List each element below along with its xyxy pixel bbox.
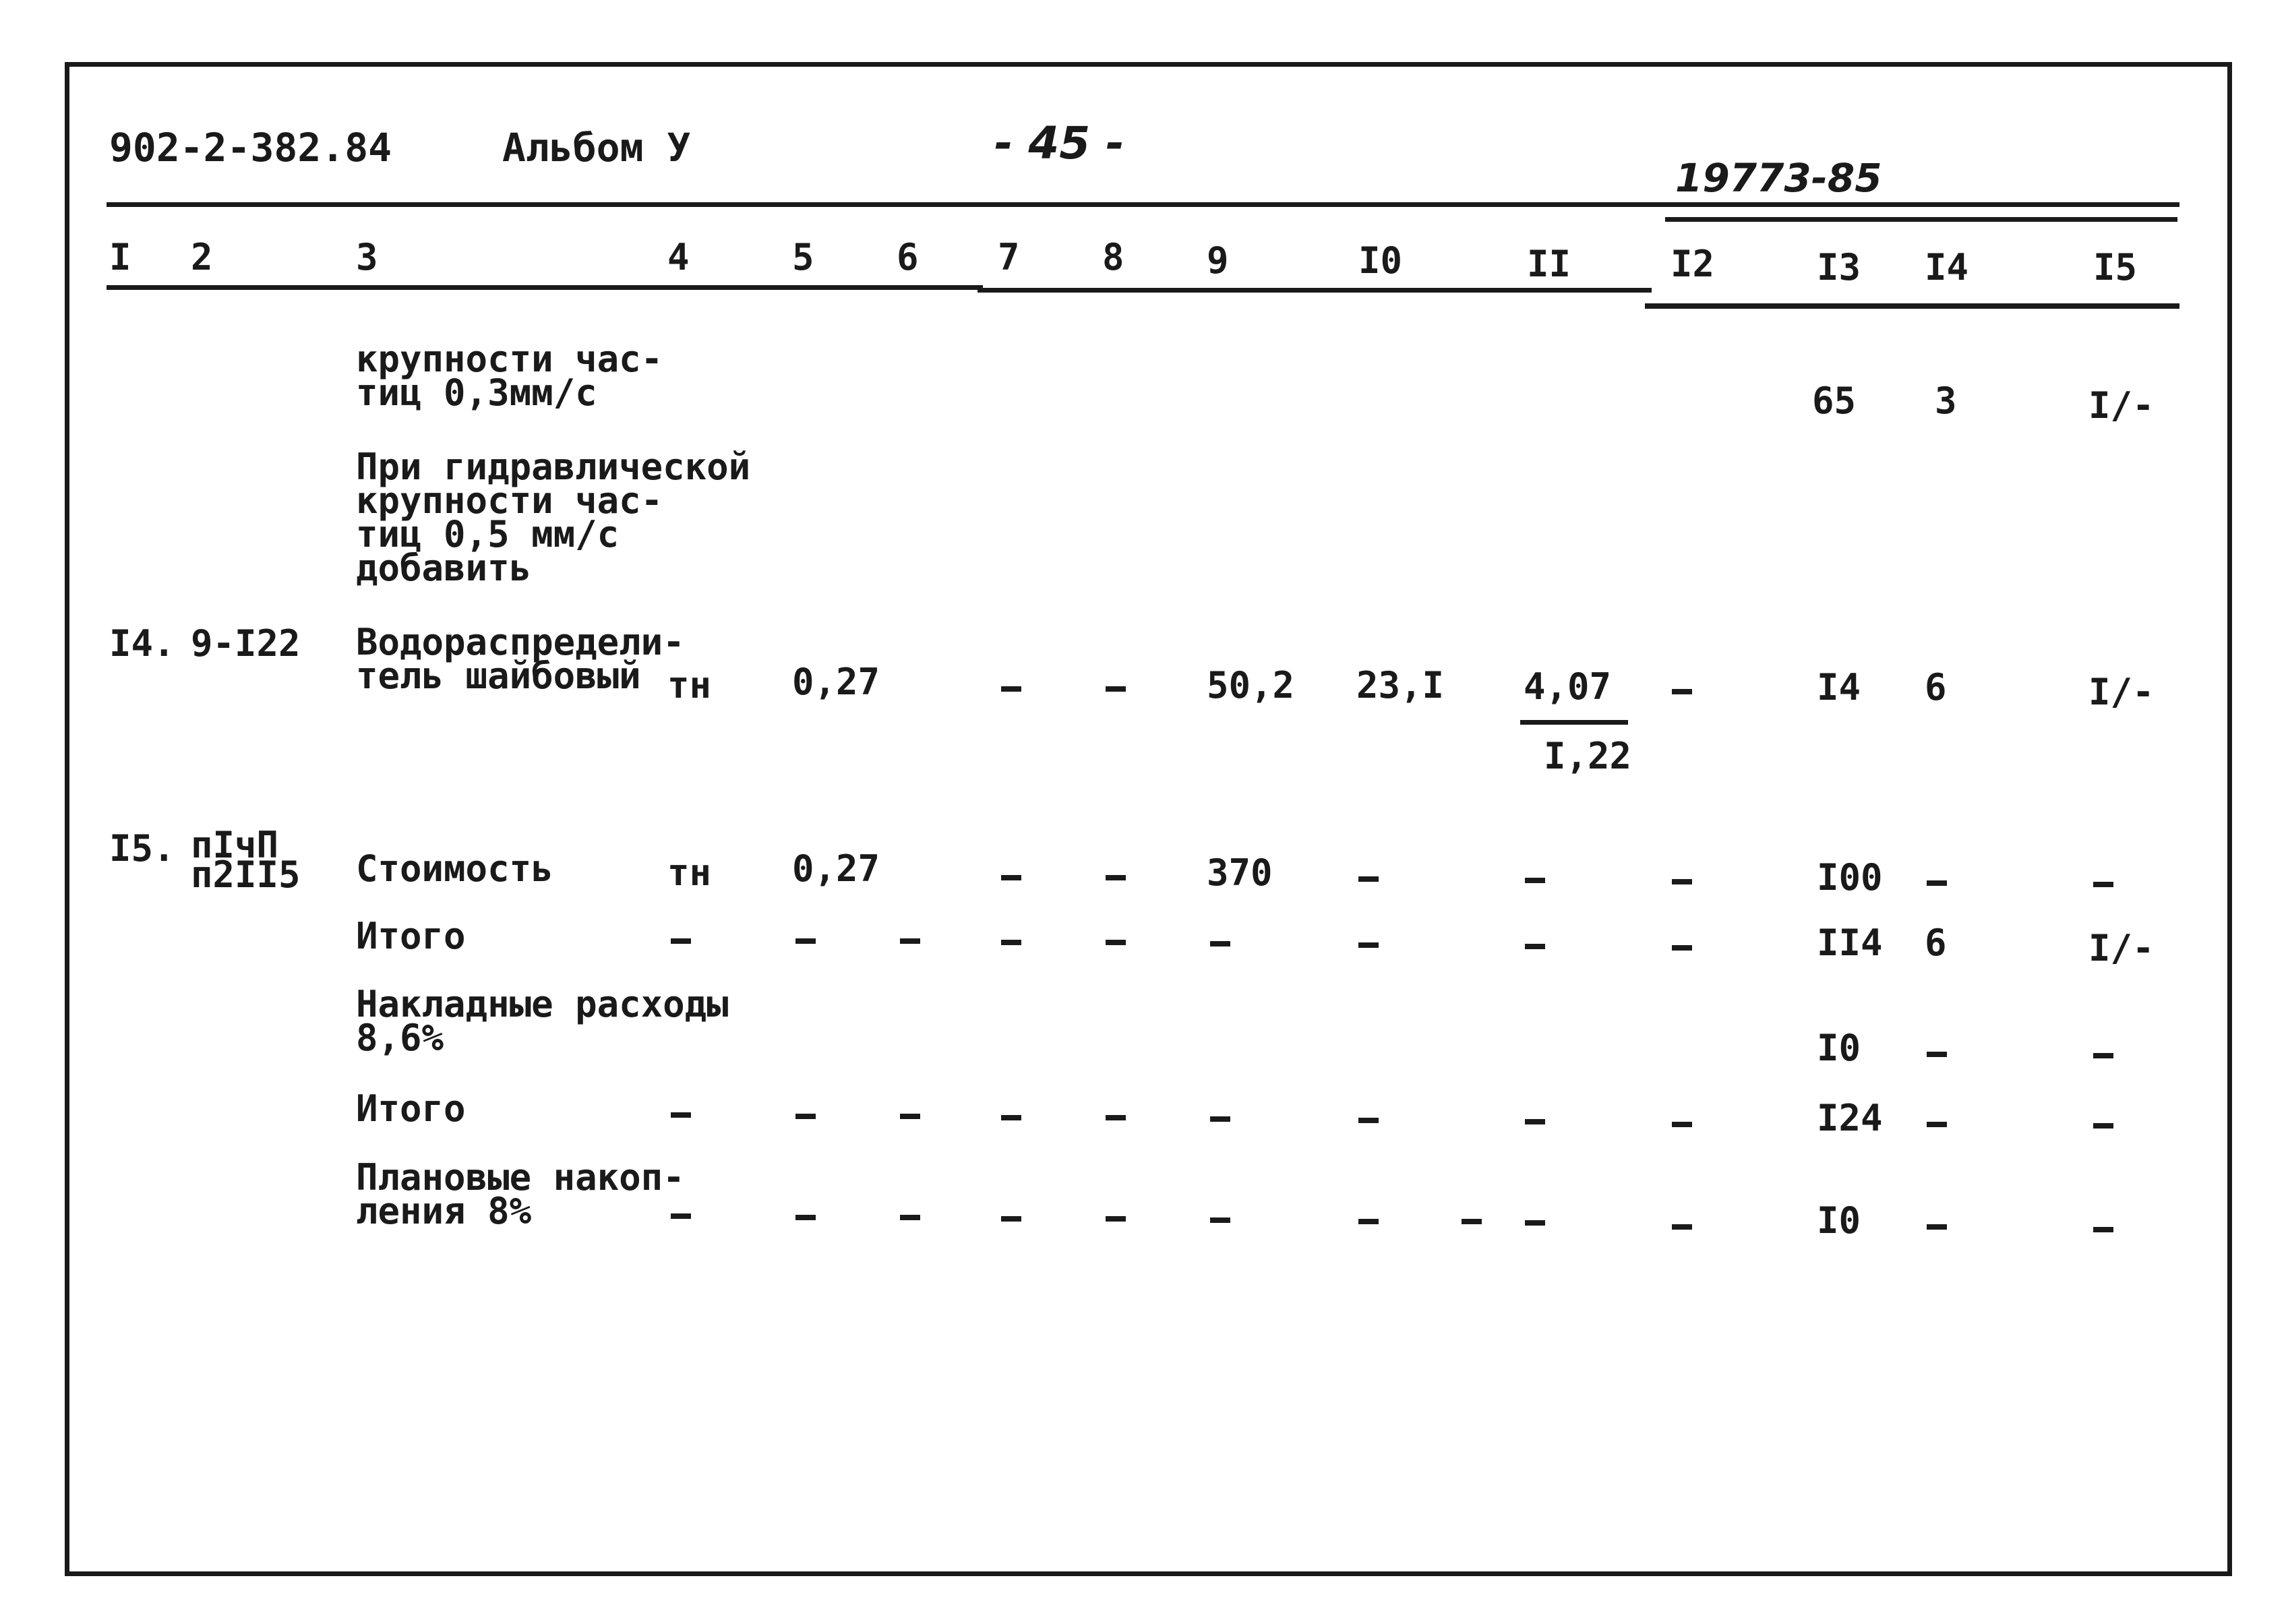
cell-7 (1001, 686, 1021, 692)
cell-15 (2093, 1053, 2113, 1058)
row-name: крупности час- тиц 0,3мм/с (356, 338, 663, 414)
cell-12 (1672, 879, 1692, 884)
cell-11 (1525, 1220, 1545, 1226)
row-name: Итого (356, 915, 466, 957)
cell-14 (1927, 880, 1947, 886)
fraction-bar (1520, 720, 1628, 725)
cell-4 (671, 1213, 691, 1219)
col-header-3: 3 (356, 236, 378, 278)
cell-12 (1672, 689, 1692, 694)
cell-6 (900, 1215, 920, 1220)
cell-9 (1210, 1217, 1230, 1223)
col-header-9: 9 (1207, 239, 1229, 282)
cell-8 (1106, 686, 1126, 692)
cell-13: I24 (1817, 1097, 1883, 1139)
document-code: 902-2-382.84 (109, 125, 392, 171)
cell-7 (1001, 875, 1021, 880)
col-header-8: 8 (1102, 236, 1124, 278)
cell-15 (2093, 1227, 2113, 1232)
col-header-10: I0 (1358, 239, 1403, 282)
cell-5 (795, 1215, 816, 1220)
cell-10 (1358, 876, 1379, 882)
row-name: Стоимость (356, 847, 553, 890)
cell-15 (2093, 882, 2113, 887)
album-label: Альбом У (502, 125, 691, 171)
cell-13: I4 (1817, 666, 1861, 709)
cell-11 (1525, 944, 1545, 949)
cell-6 (900, 1114, 920, 1119)
cell-11-denominator: I,22 (1544, 735, 1632, 777)
col-header-15: I5 (2093, 246, 2138, 289)
row-name: Плановые накоп- ления 8% (356, 1156, 685, 1232)
cell-8 (1106, 1115, 1126, 1120)
cell-13: I0 (1817, 1027, 1861, 1069)
row-code: 9-I22 (191, 622, 301, 665)
cell-5 (795, 938, 816, 944)
cell-4 (671, 1112, 691, 1118)
col-header-4: 4 (667, 236, 690, 278)
cell-13: II4 (1817, 922, 1883, 964)
row-name: При гидравлической крупности час- тиц 0,5 мм/с добавить (356, 446, 751, 589)
cell-9 (1210, 1116, 1230, 1122)
col-header-1: I (109, 236, 131, 278)
cell-9: 370 (1207, 851, 1273, 894)
page-number: - 45 - (994, 117, 1124, 169)
cell-15 (2093, 1123, 2113, 1129)
header-rule-1 (107, 202, 2179, 207)
cell-14 (1927, 1224, 1947, 1230)
cell-14: 6 (1925, 666, 1947, 709)
col-header-5: 5 (792, 236, 814, 278)
row-code: пIчП п2II5 (191, 824, 301, 896)
cell-13: 65 (1812, 380, 1857, 422)
cell-10b (1462, 1219, 1482, 1224)
registration-stamp: 19773-85 (1675, 155, 1882, 201)
col-header-6: 6 (897, 236, 919, 278)
cell-5: 0,27 (792, 661, 880, 703)
row-name: Накладные расходы 8,6% (356, 983, 729, 1059)
cell-10 (1358, 942, 1379, 948)
cell-9 (1210, 941, 1230, 946)
cell-6 (900, 938, 920, 944)
row-name: Итого (356, 1087, 466, 1130)
cell-9: 50,2 (1207, 664, 1295, 706)
cell-14: 3 (1935, 380, 1957, 422)
col-header-11: II (1527, 243, 1571, 285)
cell-unit: тн (667, 664, 712, 706)
header-rule-2a (107, 285, 983, 290)
cell-14 (1927, 1122, 1947, 1127)
cell-10 (1358, 1118, 1379, 1123)
cell-13: I00 (1817, 856, 1883, 899)
cell-15: I/- (2088, 384, 2155, 427)
row-number: I5. (109, 827, 175, 870)
cell-13: I0 (1817, 1199, 1861, 1242)
cell-8 (1106, 940, 1126, 945)
cell-7 (1001, 1115, 1021, 1120)
cell-unit: тн (667, 851, 712, 894)
cell-8 (1106, 875, 1126, 880)
row-name: Водораспредели- тель шайбовый (356, 621, 685, 697)
cell-11-numerator: 4,07 (1524, 665, 1612, 708)
col-header-7: 7 (998, 236, 1020, 278)
cell-10 (1358, 1219, 1379, 1224)
cell-12 (1672, 945, 1692, 951)
header-rule-2b (977, 288, 1652, 293)
cell-5: 0,27 (792, 847, 880, 890)
cell-12 (1672, 1224, 1692, 1230)
col-header-12: I2 (1671, 243, 1715, 285)
col-header-2: 2 (191, 236, 213, 278)
cell-4 (671, 938, 691, 944)
cell-11 (1525, 878, 1545, 883)
col-header-14: I4 (1925, 246, 1969, 289)
cell-11 (1525, 1119, 1545, 1124)
cell-5 (795, 1114, 816, 1119)
col-header-13: I3 (1817, 246, 1861, 289)
cell-14 (1927, 1052, 1947, 1057)
cell-8 (1106, 1216, 1126, 1222)
cell-15: I/- (2088, 927, 2155, 969)
cell-14: 6 (1925, 922, 1947, 964)
header-rule-1b (1665, 217, 2177, 222)
cell-7 (1001, 940, 1021, 945)
cell-12 (1672, 1122, 1692, 1127)
cell-7 (1001, 1216, 1021, 1222)
header-rule-2c (1645, 303, 2179, 309)
cell-10: 23,I (1356, 664, 1445, 706)
cell-15: I/- (2088, 671, 2155, 713)
row-number: I4. (109, 622, 175, 665)
